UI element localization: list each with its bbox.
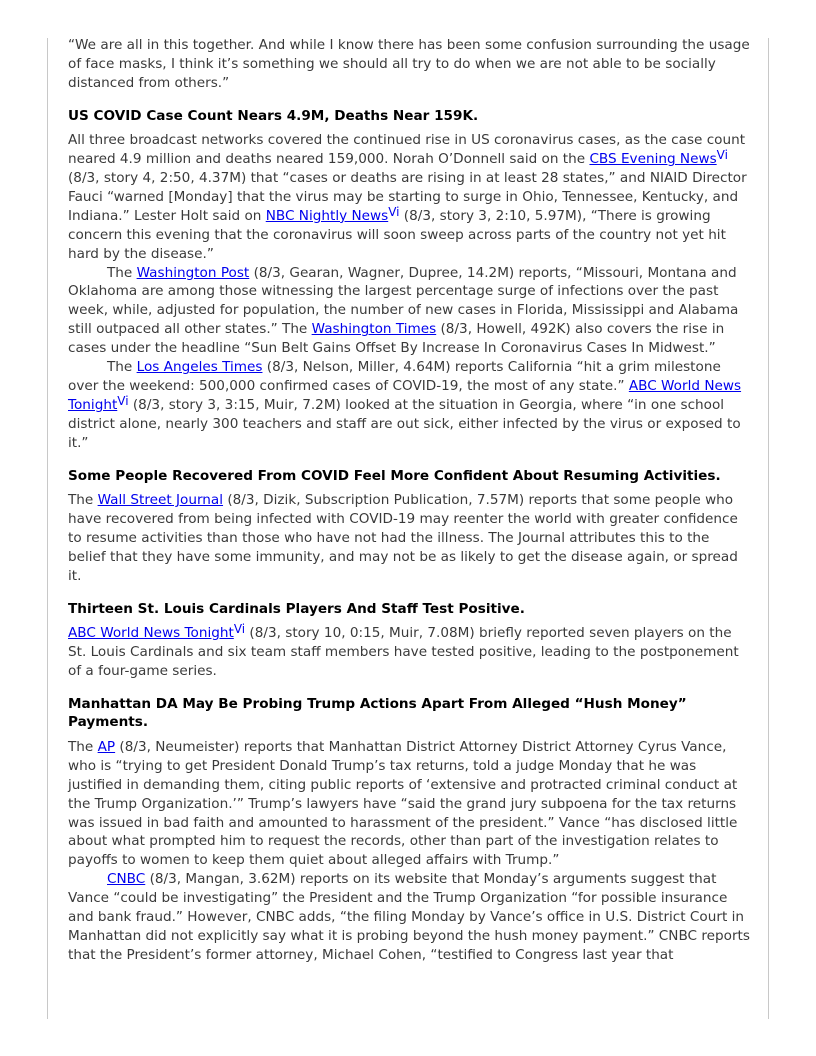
paragraph: ABC World News Tonight$^{Vi}$ (8/3, story 10, 0:15, Muir, 7.08M) briefly reported seven players on the St. Louis Cardinals and six team staff members have tested positive, leading to the postponement of a four-game series.	[68, 622, 739, 679]
headline-manhattan-da: Manhattan DA May Be Probing Trump Actions Apart From Alleged “Hush Money” Payments.	[68, 695, 687, 731]
paragraph: CNBC (8/3, Mangan, 3.62M) reports on its website that Monday’s arguments suggest that Vance “could be investigating” the President and the Trump Organization “for possible insurance and bank fraud.” However, CNBC adds, “the filing Monday by Vance’s office in U.S. District Court in Manhattan did not explicitly say what it is probing beyond the hush money payment.” CNBC reports that the President’s former attorney, Michael Cohen, “testified to Congress last year that	[68, 871, 750, 963]
washington-post-link[interactable]: Washington Post	[136, 264, 250, 281]
headline-covid-case-count: US COVID Case Count Nears 4.9M, Deaths Near 159K.	[68, 107, 479, 124]
wall-street-journal-link[interactable]: Wall Street Journal	[97, 492, 224, 509]
document-body	[68, 36, 750, 965]
nbc-nightly-news-link[interactable]: NBC Nightly News	[265, 207, 389, 224]
paragraph: All three broadcast networks covered the continued rise in US coronavirus cases, as the case count neared 4.9 million and deaths neared 159,000. Norah O’Donnell said on the CBS Evening News$^{Vi}$ (8/3, story 4, 2:50, 4.37M) that “cases or deaths are rising in at least 28 states,” and NIAID Director Fauci “warned [Monday] that the virus may be starting to surge in Ohio, Tennessee, Kentucky, and Indiana.” Lester Holt said on NBC Nightly News$^{Vi}$ (8/3, story 3, 2:10, 5.97M), “There is growing concern this evening that the coronavirus will soon sweep across parts of the country not yet hit hard by the disease.”	[68, 132, 747, 262]
left-margin-rule	[47, 38, 48, 1019]
video-icon[interactable]: Vi	[388, 204, 400, 219]
cnbc-link[interactable]: CNBC	[107, 871, 146, 888]
headline-recovered-confidence: Some People Recovered From COVID Feel More Confident About Resuming Activities.	[68, 467, 721, 484]
abc-world-news-tonight-link[interactable]: ABC World News Tonight	[68, 378, 742, 413]
paragraph: The Washington Post (8/3, Gearan, Wagner, Dupree, 14.2M) reports, “Missouri, Montana and Oklahoma are among those witnessing the largest percentage surge of infections over the past week, while, adjusted for population, the number of new cases in Florida, Mississippi and Alabama still outpaced all other states.” The Washington Times (8/3, Howell, 492K) also covers the rise in cases under the headline “Sun Belt Gains Offset By Increase In Coronavirus Cases In Midwest.”	[68, 264, 739, 357]
ap-link[interactable]: AP	[97, 738, 116, 755]
right-margin-rule	[768, 38, 769, 1019]
paragraph: The AP (8/3, Neumeister) reports that Manhattan District Attorney District Attorney Cyrus Vance, who is “trying to get President Donald Trump’s tax returns, told a judge Monday that he was justified in demanding them, citing public reports of ‘extensive and protracted criminal conduct at the Trump Organization.’” Trump’s lawyers have “said the grand jury subpoena for the tax returns was issued in bad faith and amounted to harassment of the president.” Vance “has disclosed little about what prompted him to request the records, other than part of the investigation relates to payoffs to women to keep them quiet about alleged affairs with Trump.”	[68, 738, 738, 869]
paragraph: The Los Angeles Times (8/3, Nelson, Miller, 4.64M) reports California “hit a grim milestone over the weekend: 500,000 confirmed cases of COVID-19, the most of any state.” ABC World News Tonight$^{Vi}$ (8/3, story 3, 3:15, Muir, 7.2M) looked at the situation in Georgia, where “in one school district alone, nearly 300 teachers and staff are out sick, either infected by the virus or exposed to it.”	[68, 359, 742, 451]
intro-quote: “We are all in this together. And while I know there has been some confusion surrounding the usage of face masks, I think it’s something we should all try to do when we are not able to be socially distanced from others.”	[68, 37, 750, 91]
video-icon[interactable]: Vi	[117, 393, 129, 408]
cbs-evening-news-link[interactable]: CBS Evening News	[589, 151, 717, 168]
los-angeles-times-link[interactable]: Los Angeles Times	[136, 359, 263, 376]
headline-cardinals-test-positive: Thirteen St. Louis Cardinals Players And Staff Test Positive.	[68, 600, 525, 617]
abc-world-news-tonight-link[interactable]: ABC World News Tonight	[68, 625, 234, 642]
washington-times-link[interactable]: Washington Times	[311, 321, 437, 338]
paragraph: The Wall Street Journal (8/3, Dizik, Subscription Publication, 7.57M) reports that some people who have recovered from being infected with COVID-19 may reenter the world with greater confidence to resume activities than those who have not had the illness. The Journal attributes this to the belief that they have some immunity, and may not be as likely to get the disease again, or spread it.	[68, 492, 738, 584]
video-icon[interactable]: Vi	[716, 148, 728, 163]
video-icon[interactable]: Vi	[233, 622, 246, 637]
